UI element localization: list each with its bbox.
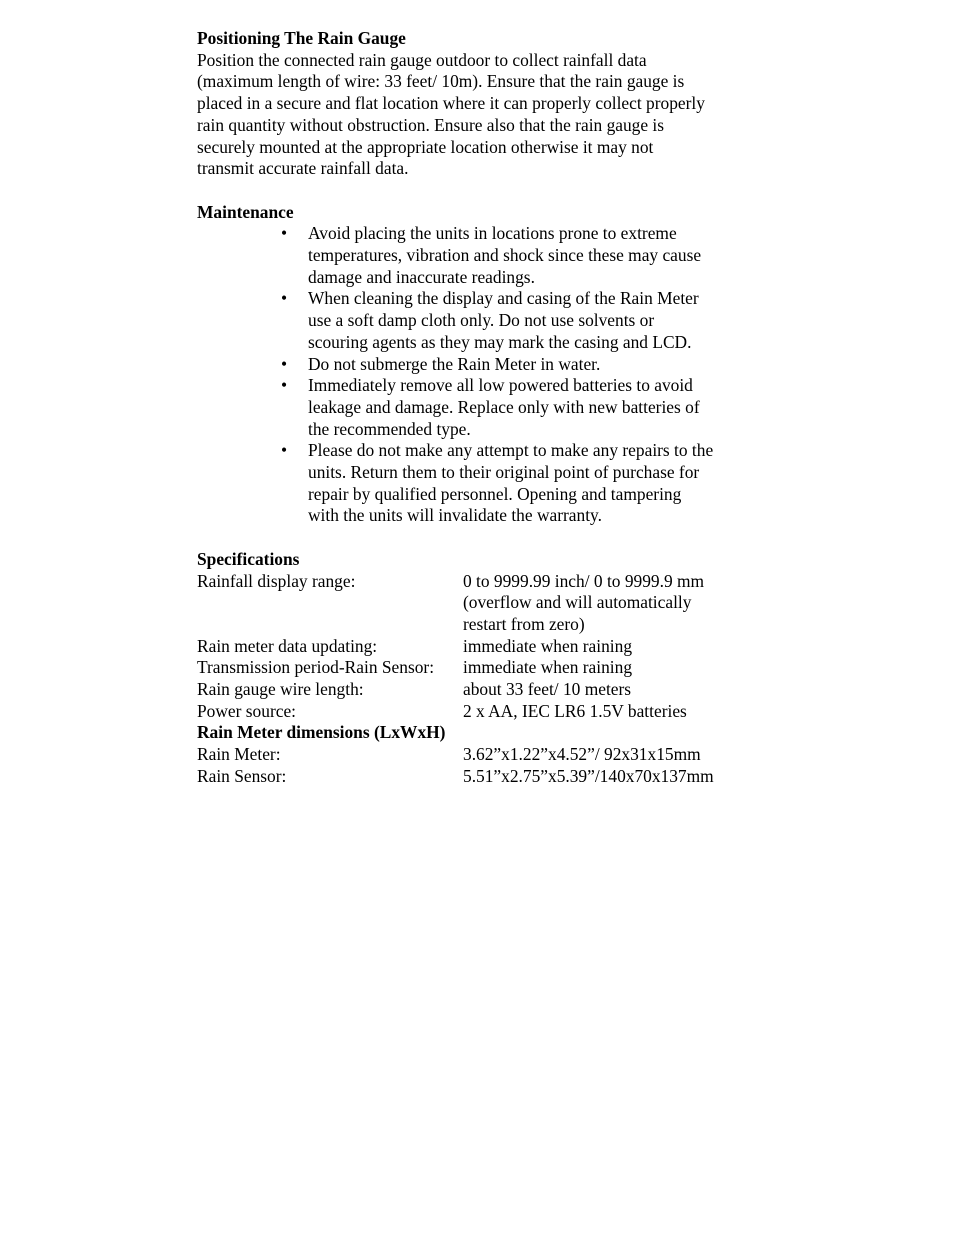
maintenance-list — [197, 223, 757, 527]
spec-value — [463, 701, 757, 723]
spec-label: Rain Meter: — [197, 744, 281, 765]
spec-row — [197, 766, 757, 788]
list-item-line: scouring agents as they may mark the casing and LCD. — [308, 331, 692, 352]
spec-value-line: (overflow and will automatically — [463, 592, 692, 613]
spec-value-line: 2 x AA, IEC LR6 1.5V batteries — [463, 700, 687, 721]
section-spacer — [197, 527, 757, 549]
list-item-line: damage and inaccurate readings. — [308, 266, 535, 287]
list-item-line: Do not submerge the Rain Meter in water. — [308, 353, 601, 374]
list-item-line: Avoid placing the units in locations prone to extreme — [308, 223, 677, 244]
list-item-line: units. Return them to their original point of purchase for — [308, 462, 700, 483]
paragraph-line: securely mounted at the appropriate location otherwise it may not — [197, 136, 654, 157]
list-item-line: temperatures, vibration and shock since these may cause — [308, 245, 702, 266]
spec-label: Rain gauge wire length: — [197, 679, 364, 700]
spec-value-line: 5.51”x2.75”x5.39”/140x70x137mm — [463, 765, 714, 786]
bullet-icon: • — [281, 375, 288, 396]
spec-value-line: restart from zero) — [463, 613, 585, 634]
specifications-heading: Specifications — [197, 548, 300, 569]
spec-value-line: immediate when raining — [463, 657, 633, 678]
spec-value — [463, 657, 757, 679]
list-item-line: use a soft damp cloth only. Do not use solvents or — [308, 310, 655, 331]
spec-row — [197, 657, 757, 679]
spec-value-line: immediate when raining — [463, 635, 633, 656]
list-item-line: When cleaning the display and casing of the Rain Meter — [308, 288, 699, 309]
list-item-line: Please do not make any attempt to make any repairs to the — [308, 440, 714, 461]
section-spacer — [197, 180, 757, 202]
spec-row — [197, 636, 757, 658]
spec-value-line: 3.62”x1.22”x4.52”/ 92x31x15mm — [463, 744, 701, 765]
spec-row — [197, 744, 757, 766]
bullet-icon: • — [281, 353, 288, 374]
list-item — [197, 354, 757, 376]
list-item — [197, 288, 757, 353]
spec-value-line: about 33 feet/ 10 meters — [463, 679, 632, 700]
paragraph-line: transmit accurate rainfall data. — [197, 158, 409, 179]
spec-value — [463, 766, 757, 788]
list-item-line: Immediately remove all low powered batteries to avoid — [308, 375, 693, 396]
list-item-line: the recommended type. — [308, 418, 471, 439]
bullet-icon: • — [281, 223, 288, 244]
spec-row — [197, 701, 757, 723]
list-item-line: repair by qualified personnel. Opening and tampering — [308, 483, 682, 504]
spec-label: Rainfall display range: — [197, 570, 356, 591]
maintenance-heading: Maintenance — [197, 201, 294, 222]
spec-row — [197, 571, 757, 636]
spec-label: Transmission period-Rain Sensor: — [197, 657, 435, 678]
bullet-icon: • — [281, 288, 288, 309]
list-item — [197, 375, 757, 440]
spec-label: Power source: — [197, 700, 297, 721]
document-page — [197, 28, 757, 788]
spec-value — [463, 571, 757, 636]
spec-value — [463, 636, 757, 658]
bullet-icon: • — [281, 440, 288, 461]
paragraph-line: rain quantity without obstruction. Ensure also that the rain gauge is — [197, 114, 665, 135]
list-item-line: with the units will invalidate the warranty. — [308, 505, 602, 526]
positioning-paragraph — [197, 50, 757, 180]
paragraph-line: Position the connected rain gauge outdoor to collect rainfall data — [197, 49, 647, 70]
paragraph-line: placed in a secure and flat location where it can properly collect properly — [197, 93, 705, 114]
spec-value-line: 0 to 9999.99 inch/ 0 to 9999.9 mm — [463, 570, 705, 591]
dimensions-heading: Rain Meter dimensions (LxWxH) — [197, 722, 446, 743]
spec-value — [463, 679, 757, 701]
spec-label: Rain meter data updating: — [197, 635, 378, 656]
list-item — [197, 440, 757, 527]
specifications-table — [197, 571, 757, 788]
list-item-line: leakage and damage. Replace only with new batteries of — [308, 396, 700, 417]
spec-row — [197, 679, 757, 701]
spec-label: Rain Sensor: — [197, 765, 287, 786]
spec-value — [463, 744, 757, 766]
list-item — [197, 223, 757, 288]
positioning-heading: Positioning The Rain Gauge — [197, 28, 406, 48]
paragraph-line: (maximum length of wire: 33 feet/ 10m). Ensure that the rain gauge is — [197, 71, 685, 92]
